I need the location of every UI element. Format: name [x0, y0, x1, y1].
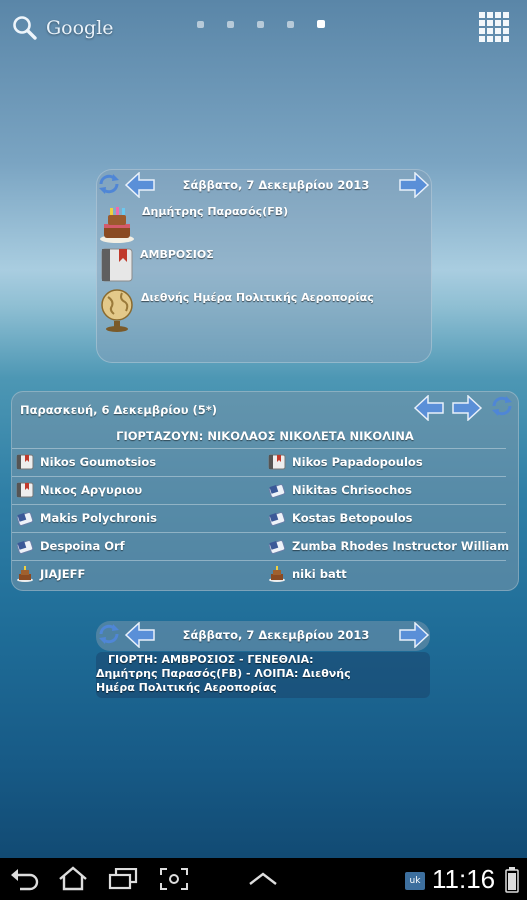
nameday-header: ΓΙΟΡΤΑΖΟΥΝ: ΝΙΚΟΛΑΟΣ ΝΙΚΟΛΕΤΑ ΝΙΚΟΛΙΝΑ [116, 429, 414, 443]
events-widget-single-day [96, 169, 432, 363]
facebook-card-icon [16, 510, 34, 526]
calendar-book-icon [16, 454, 34, 470]
list-item[interactable] [268, 476, 412, 504]
list-item[interactable] [268, 532, 509, 560]
globe-icon [98, 287, 138, 333]
list-item-name: Makis Polychronis [40, 511, 157, 525]
list-item-name: Νικος Αργυριου [40, 483, 143, 497]
list-item[interactable] [16, 532, 125, 560]
widget1-event-text[interactable]: ΑΜΒΡΟΣΙΟΣ [140, 248, 214, 261]
previous-day-arrow-icon[interactable] [413, 395, 445, 421]
refresh-icon[interactable] [97, 622, 121, 646]
refresh-icon[interactable] [490, 394, 514, 418]
page-dot [227, 21, 234, 28]
home-page-indicator [197, 20, 325, 28]
list-item-name: Nikitas Chrisochos [292, 483, 412, 497]
keyboard-language-badge: uk [405, 872, 425, 890]
events-summary-box[interactable] [96, 652, 430, 698]
chevron-up-icon[interactable] [248, 872, 278, 886]
list-item-name: Nikos Goumotsios [40, 455, 157, 469]
list-item[interactable] [16, 448, 156, 476]
facebook-card-icon [16, 538, 34, 554]
next-day-arrow-icon[interactable] [398, 172, 430, 198]
list-item-name: Nikos Papadopoulos [292, 455, 423, 469]
widget1-event-text[interactable]: Δημήτρης Παρασός(FB) [142, 205, 289, 218]
screenshot-button[interactable] [159, 867, 189, 891]
status-clock: 11:16 [432, 864, 496, 894]
page-dot [257, 21, 264, 28]
list-item-name: Despoina Orf [40, 539, 125, 553]
list-item-name: niki batt [292, 567, 347, 581]
events-summary-text: ΓΙΟΡΤΗ: ΑΜΒΡΟΣΙΟΣ - ΓΕΝΕΘΛΙΑ: Δημήτρης Παρασός(FB) - ΛΟΙΠΑ: Διεθνής Ημέρα Πολιτικής Αεροπορίας [96, 653, 351, 694]
calendar-book-icon [268, 454, 286, 470]
list-item[interactable] [268, 448, 423, 476]
list-item-name: JIAJEFF [40, 567, 86, 581]
search-icon [12, 15, 38, 41]
google-search-label: Google [46, 17, 114, 39]
widget1-date: Σάββατο, 7 Δεκεμβρίου 2013 [182, 178, 370, 192]
page-dot-active [317, 20, 325, 28]
birthday-cake-icon [268, 566, 286, 582]
previous-day-arrow-icon[interactable] [124, 622, 156, 648]
row-divider [12, 560, 506, 561]
page-dot [287, 21, 294, 28]
list-item[interactable] [16, 504, 157, 532]
refresh-icon[interactable] [97, 172, 121, 196]
calendar-book-icon [16, 482, 34, 498]
calendar-book-icon [99, 244, 137, 284]
google-search-widget[interactable] [12, 12, 114, 44]
list-item[interactable] [268, 504, 413, 532]
list-item-name: Kostas Betopoulos [292, 511, 413, 525]
back-button[interactable] [10, 867, 40, 891]
widget2-date: Παρασκευή, 6 Δεκεμβρίου (5*) [20, 403, 217, 417]
birthday-cake-icon [16, 566, 34, 582]
facebook-card-icon [268, 538, 286, 554]
facebook-card-icon [268, 482, 286, 498]
apps-grid-icon[interactable] [478, 11, 510, 43]
next-day-arrow-icon[interactable] [398, 622, 430, 648]
previous-day-arrow-icon[interactable] [124, 172, 156, 198]
list-item-name: Zumba Rhodes Instructor William [292, 539, 510, 553]
recent-apps-button[interactable] [107, 868, 139, 890]
list-item[interactable] [16, 476, 142, 504]
widget3-date: Σάββατο, 7 Δεκεμβρίου 2013 [182, 628, 370, 642]
list-item[interactable] [268, 560, 347, 588]
list-item[interactable] [16, 560, 85, 588]
next-day-arrow-icon[interactable] [451, 395, 483, 421]
home-button[interactable] [57, 866, 89, 892]
page-dot [197, 21, 204, 28]
widget1-event-text[interactable]: Διεθνής Ημέρα Πολιτικής Αεροπορίας [141, 291, 374, 304]
battery-icon [505, 867, 519, 893]
birthday-cake-icon [98, 204, 136, 244]
facebook-card-icon [268, 510, 286, 526]
system-navigation-bar [0, 858, 527, 900]
